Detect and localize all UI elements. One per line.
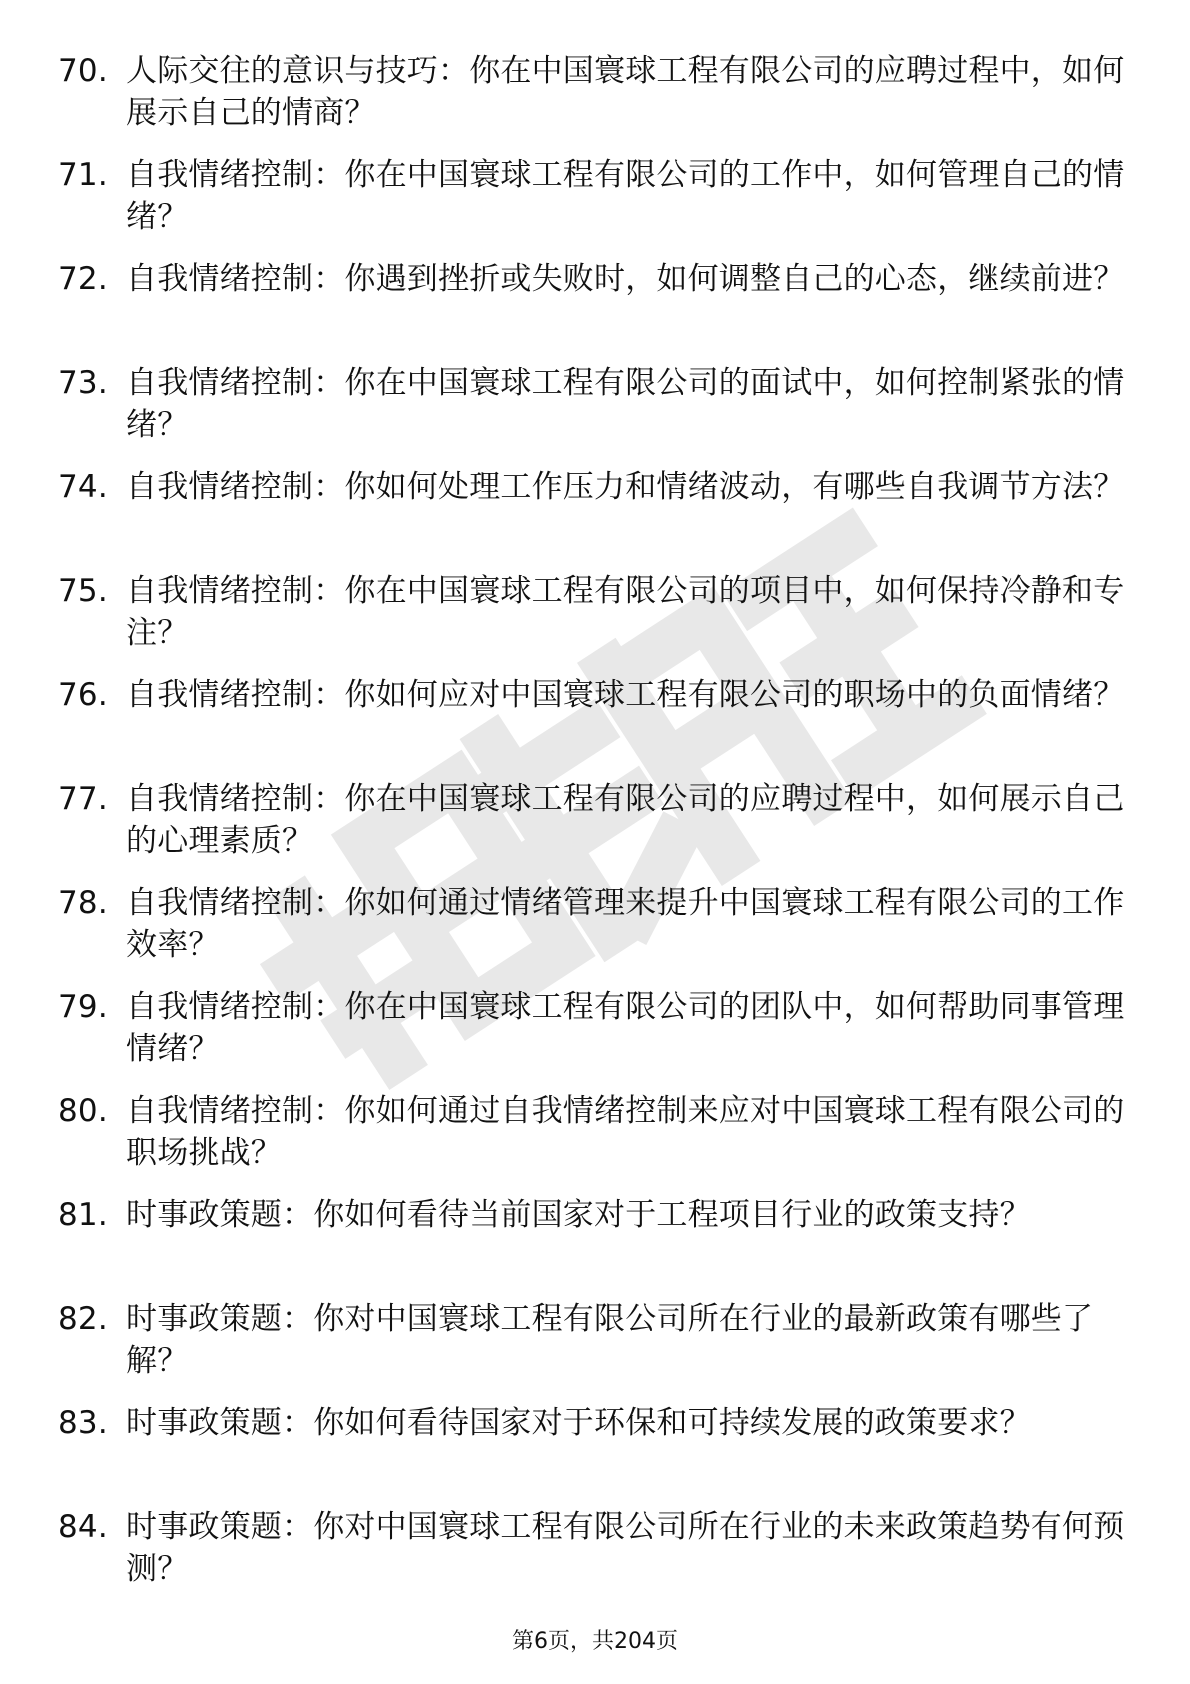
question-text: 自我情绪控制：你遇到挫折或失败时，如何调整自己的心态，继续前进？	[126, 261, 1125, 297]
question-item	[58, 1090, 1125, 1174]
question-item	[58, 986, 1125, 1070]
question-text: 自我情绪控制：你在中国寰球工程有限公司的项目中，如何保持冷静和专注？	[126, 573, 1125, 651]
question-item	[58, 570, 1125, 654]
question-text: 自我情绪控制：你如何通过情绪管理来提升中国寰球工程有限公司的工作效率？	[126, 885, 1125, 963]
question-item	[58, 1298, 1118, 1382]
question-number: 80.	[58, 1093, 108, 1129]
question-number: 84.	[58, 1509, 108, 1545]
question-number: 81.	[58, 1197, 108, 1233]
question-item	[58, 466, 1125, 550]
question-text: 人际交往的意识与技巧：你在中国寰球工程有限公司的应聘过程中，如何展示自己的情商？	[126, 53, 1125, 131]
question-text: 时事政策题：你对中国寰球工程有限公司所在行业的最新政策有哪些了解？	[126, 1301, 1094, 1379]
question-number: 82.	[58, 1301, 108, 1337]
question-text: 时事政策题：你如何看待国家对于环保和可持续发展的政策要求？	[126, 1405, 1031, 1441]
question-text: 时事政策题：你对中国寰球工程有限公司所在行业的未来政策趋势有何预测？	[126, 1509, 1125, 1587]
question-item	[58, 362, 1125, 446]
question-number: 74.	[58, 469, 108, 505]
question-item	[58, 882, 1125, 966]
question-number: 77.	[58, 781, 108, 817]
question-list	[58, 50, 1125, 1610]
question-text: 时事政策题：你如何看待当前国家对于工程项目行业的政策支持？	[126, 1197, 1031, 1233]
question-text: 自我情绪控制：你在中国寰球工程有限公司的应聘过程中，如何展示自己的心理素质？	[126, 781, 1125, 859]
question-item	[58, 1194, 1118, 1278]
page-footer: 第6页，共204页	[512, 1629, 678, 1654]
question-item	[58, 1402, 1118, 1486]
question-text: 自我情绪控制：你在中国寰球工程有限公司的面试中，如何控制紧张的情绪？	[126, 365, 1125, 443]
question-number: 76.	[58, 677, 108, 713]
question-text: 自我情绪控制：你在中国寰球工程有限公司的团队中，如何帮助同事管理情绪？	[126, 989, 1125, 1067]
question-number: 78.	[58, 885, 108, 921]
question-text: 自我情绪控制：你在中国寰球工程有限公司的工作中，如何管理自己的情绪？	[126, 157, 1125, 235]
question-text: 自我情绪控制：你如何处理工作压力和情绪波动，有哪些自我调节方法？	[126, 469, 1125, 505]
question-number: 71.	[58, 157, 108, 193]
question-item	[58, 1506, 1125, 1590]
question-item	[58, 50, 1125, 134]
question-item	[58, 154, 1125, 238]
question-item	[58, 778, 1125, 862]
question-number: 83.	[58, 1405, 108, 1441]
question-number: 75.	[58, 573, 108, 609]
question-text: 自我情绪控制：你如何通过自我情绪控制来应对中国寰球工程有限公司的职场挑战？	[126, 1093, 1125, 1171]
question-number: 79.	[58, 989, 108, 1025]
question-item	[58, 258, 1125, 342]
question-number: 70.	[58, 53, 108, 89]
question-text: 自我情绪控制：你如何应对中国寰球工程有限公司的职场中的负面情绪？	[126, 677, 1125, 713]
question-number: 73.	[58, 365, 108, 401]
question-item	[58, 674, 1125, 758]
question-number: 72.	[58, 261, 108, 297]
